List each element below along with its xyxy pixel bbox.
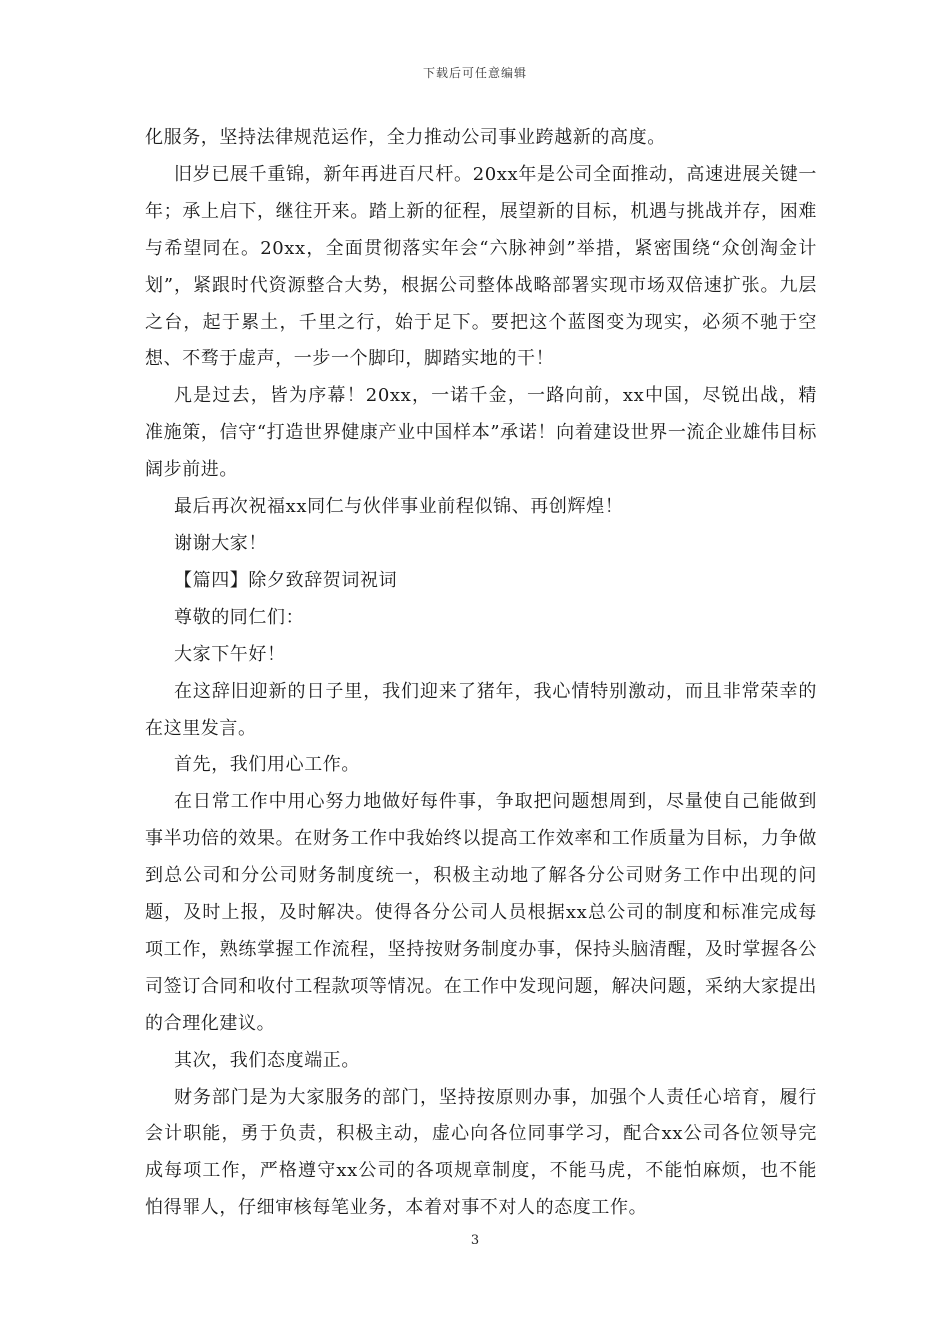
paragraph-3: 凡是过去，皆为序幕！20xx，一诺千金，一路向前，xx中国，尽锐出战，精准施策，信守“打造世界健康产业中国样本”承诺！向着建设世界一流企业雄伟目标阔步前进。 <box>145 385 817 481</box>
paragraph-10: 首先，我们用心工作。 <box>174 754 360 776</box>
paragraph-13: 财务部门是为大家服务的部门，坚持按原则办事，加强个人责任心培育，履行会计职能，勇于负责，积极主动，虚心向各位同事学习，配合xx公司各位领导完成每项工作，严格遵守xx公司的各项规章制度，不能马虎，不能怕麻烦，也不能怕得罪人，仔细审核每笔业务，本着对事不对人的态度工作。 <box>145 1086 817 1219</box>
paragraph-9: 在这辞旧迎新的日子里，我们迎来了猪年，我心情特别激动，而且非常荣幸的在这里发言。 <box>145 680 817 739</box>
document-body <box>145 120 817 1227</box>
paragraph-2: 旧岁已展千重锦，新年再进百尺杆。20xx年是公司全面推动，高速进展关键一年；承上启下，继往开来。踏上新的征程，展望新的目标，机遇与挑战并存，困难与希望同在。20xx，全面贯彻落实年会“六脉神剑”举措，紧密围绕“众创淘金计划”，紧跟时代资源整合大势，根据公司整体战略部署实现市场双倍速扩张。九层之台，起于累土，千里之行，始于足下。要把这个蓝图变为现实，必须不驰于空想、不骛于虚声，一步一个脚印，脚踏实地的干！ <box>145 163 817 370</box>
page-number: 3 <box>470 1233 480 1248</box>
paragraph-4: 最后再次祝福xx同仁与伙伴事业前程似锦、再创辉煌！ <box>174 496 624 518</box>
greeting: 大家下午好！ <box>174 643 286 665</box>
salutation: 尊敬的同仁们： <box>174 606 305 628</box>
paragraph-12: 其次，我们态度端正。 <box>174 1049 360 1071</box>
section-heading: 【篇四】除夕致辞贺词祝词 <box>174 569 398 591</box>
paragraph-11: 在日常工作中用心努力地做好每件事，争取把问题想周到，尽量使自己能做到事半功倍的效果。在财务工作中我始终以提高工作效率和工作质量为目标，力争做到总公司和分公司财务制度统一，积极主动地了解各分公司财务工作中出现的问题，及时上报，及时解决。使得各分公司人员根据xx总公司的制度和标准完成每项工作，熟练掌握工作流程，坚持按财务制度办事，保持头脑清醒，及时掌握各公司签订合同和收付工程款项等情况。在工作中发现问题，解决问题，采纳大家提出的合理化建议。 <box>145 791 817 1034</box>
page-header: 下载后可任意编辑 <box>422 66 527 80</box>
paragraph-1: 化服务，坚持法律规范运作，全力推动公司事业跨越新的高度。 <box>145 127 666 148</box>
paragraph-5: 谢谢大家！ <box>174 532 267 554</box>
